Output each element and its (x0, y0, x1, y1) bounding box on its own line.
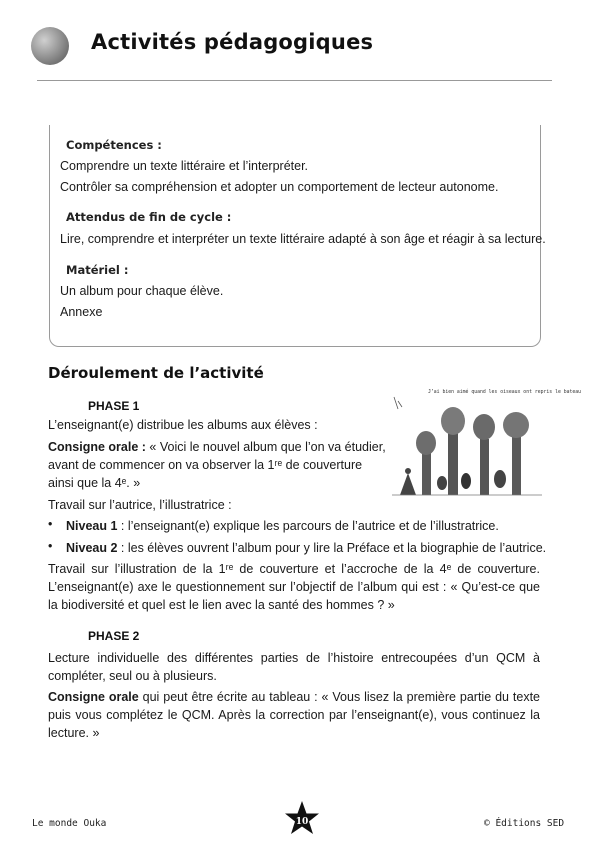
section-title: Déroulement de l’activité (48, 364, 264, 382)
footer-book-title: Le monde Ouka (32, 818, 107, 829)
bullet-level-1-label: Niveau 1 (66, 519, 118, 533)
header-divider (37, 80, 552, 81)
attendus-line: Lire, comprendre et interpréter un texte littéraire adapté à son âge et réagir à sa lecture. (60, 232, 546, 246)
header-disc-icon (31, 27, 69, 65)
drawing-caption (428, 388, 581, 395)
footer-publisher: © Éditions SED (484, 818, 565, 829)
competences-heading: Compétences : (66, 138, 162, 152)
phase-2-title: PHASE 2 (88, 629, 140, 643)
consigne-label: Consigne orale : (48, 440, 146, 454)
bullet-dot-2: • (48, 539, 53, 553)
bullet-dot-1: • (48, 517, 53, 531)
phase-2-consigne-label: Consigne orale (48, 690, 139, 704)
phase-1-consigne-line-2: avant de commencer on va observer la 1ʳᵉ de couverture (48, 458, 363, 472)
bullet-level-2 (66, 539, 546, 557)
page-number: 10 (295, 817, 309, 827)
bullet-level-1 (66, 517, 499, 535)
bullet-level-2-label: Niveau 2 (66, 541, 118, 555)
bullet-level-1-text: : l’enseignant(e) explique les parcours de l’autrice et de l’illustratrice. (117, 519, 499, 533)
materiel-line-1: Un album pour chaque élève. (60, 284, 224, 298)
phase-2-consigne-text: qui peut être écrite au tableau : « Vous lisez la première partie du texte puis vous complétez le QCM. Après la correction par l’enseignant(e), vous continuez la lecture. » (48, 690, 540, 740)
competences-line-1: Comprendre un texte littéraire et l’interpréter. (60, 159, 309, 173)
phase-1-consigne-line-3: ainsi que la 4ᵉ. » (48, 476, 141, 490)
phase-1-title: PHASE 1 (88, 399, 140, 413)
phase-2-consigne (48, 688, 540, 742)
page-title: Activités pédagogiques (91, 30, 374, 54)
phase-1-travail: Travail sur l’autrice, l’illustratrice : (48, 498, 232, 512)
attendus-heading: Attendus de fin de cycle : (66, 210, 232, 224)
consigne-text-1: « Voici le nouvel album que l’on va étudier, (149, 440, 386, 454)
materiel-line-2: Annexe (60, 305, 103, 319)
competences-line-2: Contrôler sa compréhension et adopter un comportement de lecteur autonome. (60, 180, 499, 194)
phase-2-paragraph: Lecture individuelle des différentes parties de l’histoire entrecoupées d’un QCM à compléter, seul ou à plusieurs. (48, 651, 540, 683)
materiel-heading: Matériel : (66, 263, 129, 277)
phase-1-consigne-line-1 (48, 438, 386, 456)
phase-1-intro: L’enseignant(e) distribue les albums aux élèves : (48, 418, 318, 432)
student-drawing-illustration (392, 383, 582, 501)
drawing-caption-text: J’ai bien aimé quand les oiseaux ont repris le bateau (428, 390, 582, 395)
phase-1-paragraph: Travail sur l’illustration de la 1ʳᵉ de couverture et l’accroche de la 4ᵉ de couverture. L’enseignant(e) axe le questionnement sur l’objectif de l’album qui est : « Qu’est-ce que la biodiversité et quel est le lien avec la santé des hommes ? » (48, 562, 540, 612)
bullet-level-2-text: : les élèves ouvrent l’album pour y lire la Préface et la biographie de l’autrice. (117, 541, 547, 555)
